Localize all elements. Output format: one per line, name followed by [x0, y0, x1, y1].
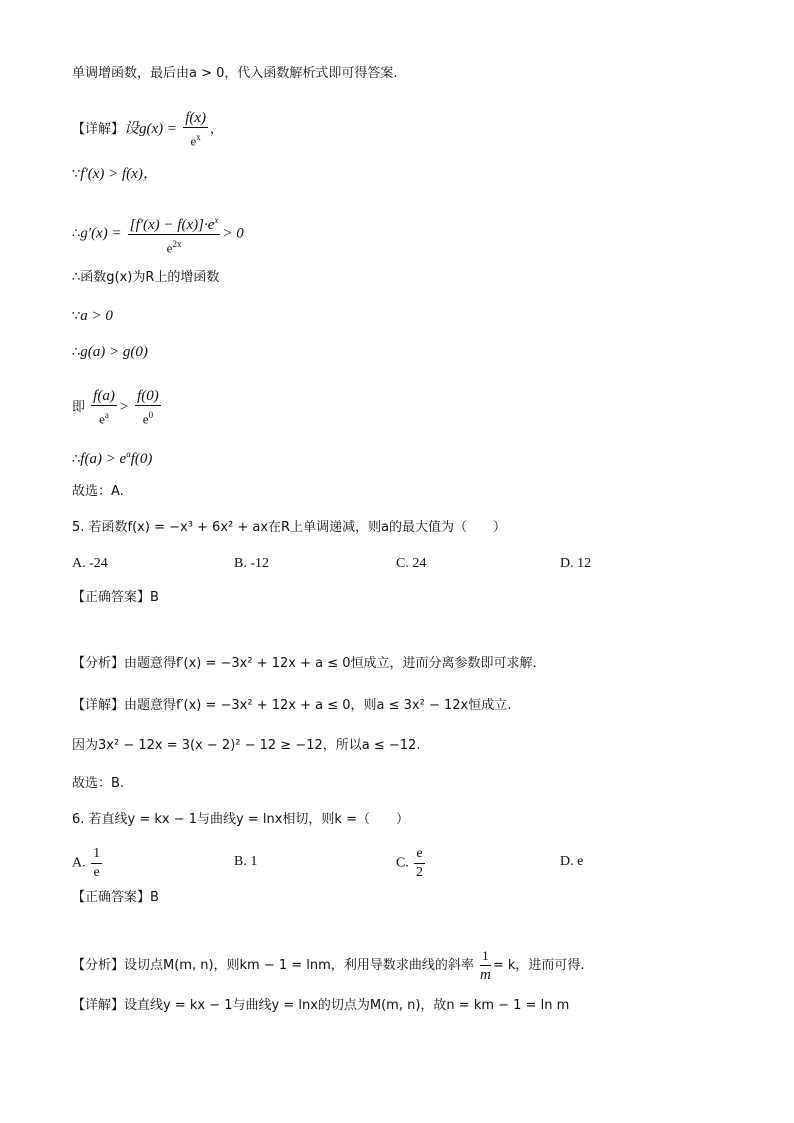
- q5-stem: 5. 若函数f(x) = −x³ + 6x² + ax在R上单调递减，则a的最大值为（ ）: [72, 520, 507, 535]
- text-line-1: 单调增函数，最后由a > 0，代入函数解析式即可得答案.: [72, 66, 398, 81]
- q5-analysis: 【分析】由题意得f′(x) = −3x² + 12x + a ≤ 0恒成立，进而分离参数即可求解.: [72, 656, 537, 671]
- q5-choose: 故选：B.: [72, 776, 125, 791]
- q6-option-b: B. 1: [234, 854, 258, 869]
- q6-analysis-fraction: $\frac{1}{m}$: [479, 948, 491, 983]
- because-symbol: ∵: [72, 167, 81, 182]
- q5-detail: 【详解】由题意得f′(x) = −3x² + 12x + a ≤ 0，则a ≤ 3x² − 12x恒成立.: [72, 698, 512, 713]
- f0-den-sup: 0: [148, 410, 154, 420]
- q6-analysis: [72, 948, 585, 983]
- g-denominator: $e^x$: [190, 132, 201, 149]
- g-fraction: [183, 110, 208, 149]
- q6-answer: 【正确答案】B: [72, 890, 159, 905]
- q5-option-b: B. -12: [234, 556, 269, 571]
- g-numerator: f(x): [185, 110, 207, 126]
- q6-analysis-post: = k，进而可得.: [492, 958, 585, 973]
- increasing-text: 函数g(x)为R上的增函数: [80, 270, 220, 285]
- q6-analysis-pre: 【分析】设切点M(m, n)，则km − 1 = lnm，利用导数求曲线的斜率: [72, 958, 474, 973]
- q6-option-c: C. $\frac{e}{2}$: [396, 846, 423, 880]
- fa-den-sup: a: [104, 410, 109, 420]
- f0-denominator: $e^0$: [142, 410, 154, 427]
- q6-option-d: D. e: [560, 854, 584, 869]
- a-positive: a > 0: [80, 308, 113, 324]
- therefore-symbol-3: ∴: [72, 345, 81, 360]
- q6-option-a-fraction: $\frac{1}{e}$: [93, 846, 101, 880]
- q6-detail: 【详解】设直线y = kx − 1与曲线y = lnx的切点为M(m, n)，故n = km − 1 = ln m: [72, 998, 570, 1013]
- q6-stem: 6. 若直线y = kx − 1与曲线y = lnx相切，则k =（ ）: [72, 812, 409, 827]
- f0-fraction: [135, 388, 161, 427]
- ga-g0: g(a) > g(0): [80, 344, 148, 360]
- because-symbol-2: ∵: [72, 309, 81, 324]
- choose-a-line: 故选：A.: [72, 484, 124, 499]
- gprime-line: [72, 212, 244, 256]
- q5-answer: 【正确答案】B: [72, 590, 159, 605]
- gprime-fraction: [128, 212, 221, 256]
- final-ineq: $f(a) > e^af(0)$: [80, 449, 153, 467]
- q6-option-a: A. $\frac{1}{e}$: [72, 846, 101, 880]
- therefore-symbol-2: ∴: [72, 270, 81, 285]
- gprime-den-sup: 2x: [172, 239, 182, 249]
- gprime-numerator: $[f'(x) - f(x)]\cdot e^x$: [128, 212, 221, 235]
- q5-because: 因为3x² − 12x = 3(x − 2)² − 12 ≥ −12，所以a ≤ −12.: [72, 738, 421, 753]
- f0-numerator: f(0): [137, 388, 159, 404]
- q6-option-c-fraction: $\frac{e}{2}$: [415, 846, 423, 880]
- therefore-symbol-4: ∴: [72, 452, 81, 467]
- because-line: [72, 164, 158, 185]
- gprime-rhs: > 0: [222, 225, 244, 242]
- fa-fraction: [91, 388, 117, 427]
- q5-option-c: C. 24: [396, 556, 427, 571]
- fa-numerator: f(a): [93, 388, 115, 404]
- a-positive-line: [72, 306, 113, 327]
- gt-symbol: >: [118, 399, 129, 416]
- final-ineq-line: [72, 444, 152, 470]
- ji-line: [72, 388, 163, 427]
- q5-option-d: D. 12: [560, 556, 592, 571]
- ji-label: 即: [72, 400, 86, 416]
- detail-set-g: [72, 110, 223, 149]
- fa-denominator: $e^a$: [99, 410, 109, 427]
- because-expr: f′(x) > f(x)，: [80, 166, 158, 182]
- gprime-denominator: $e^{2x}$: [166, 239, 182, 256]
- gprime-num-sup: x: [214, 215, 219, 225]
- ga-g0-line: [72, 342, 148, 363]
- increasing-line: [72, 268, 219, 288]
- gprime-lhs: g′(x) =: [80, 225, 122, 242]
- comma: ，: [210, 122, 224, 138]
- therefore-symbol: ∴: [72, 226, 81, 242]
- final-ineq-sup: a: [126, 449, 131, 459]
- set-g-text: 设g(x) =: [124, 121, 178, 138]
- g-den-sup: x: [196, 132, 201, 142]
- q5-option-a: A. -24: [72, 556, 108, 571]
- detail-label: 【详解】: [72, 122, 125, 138]
